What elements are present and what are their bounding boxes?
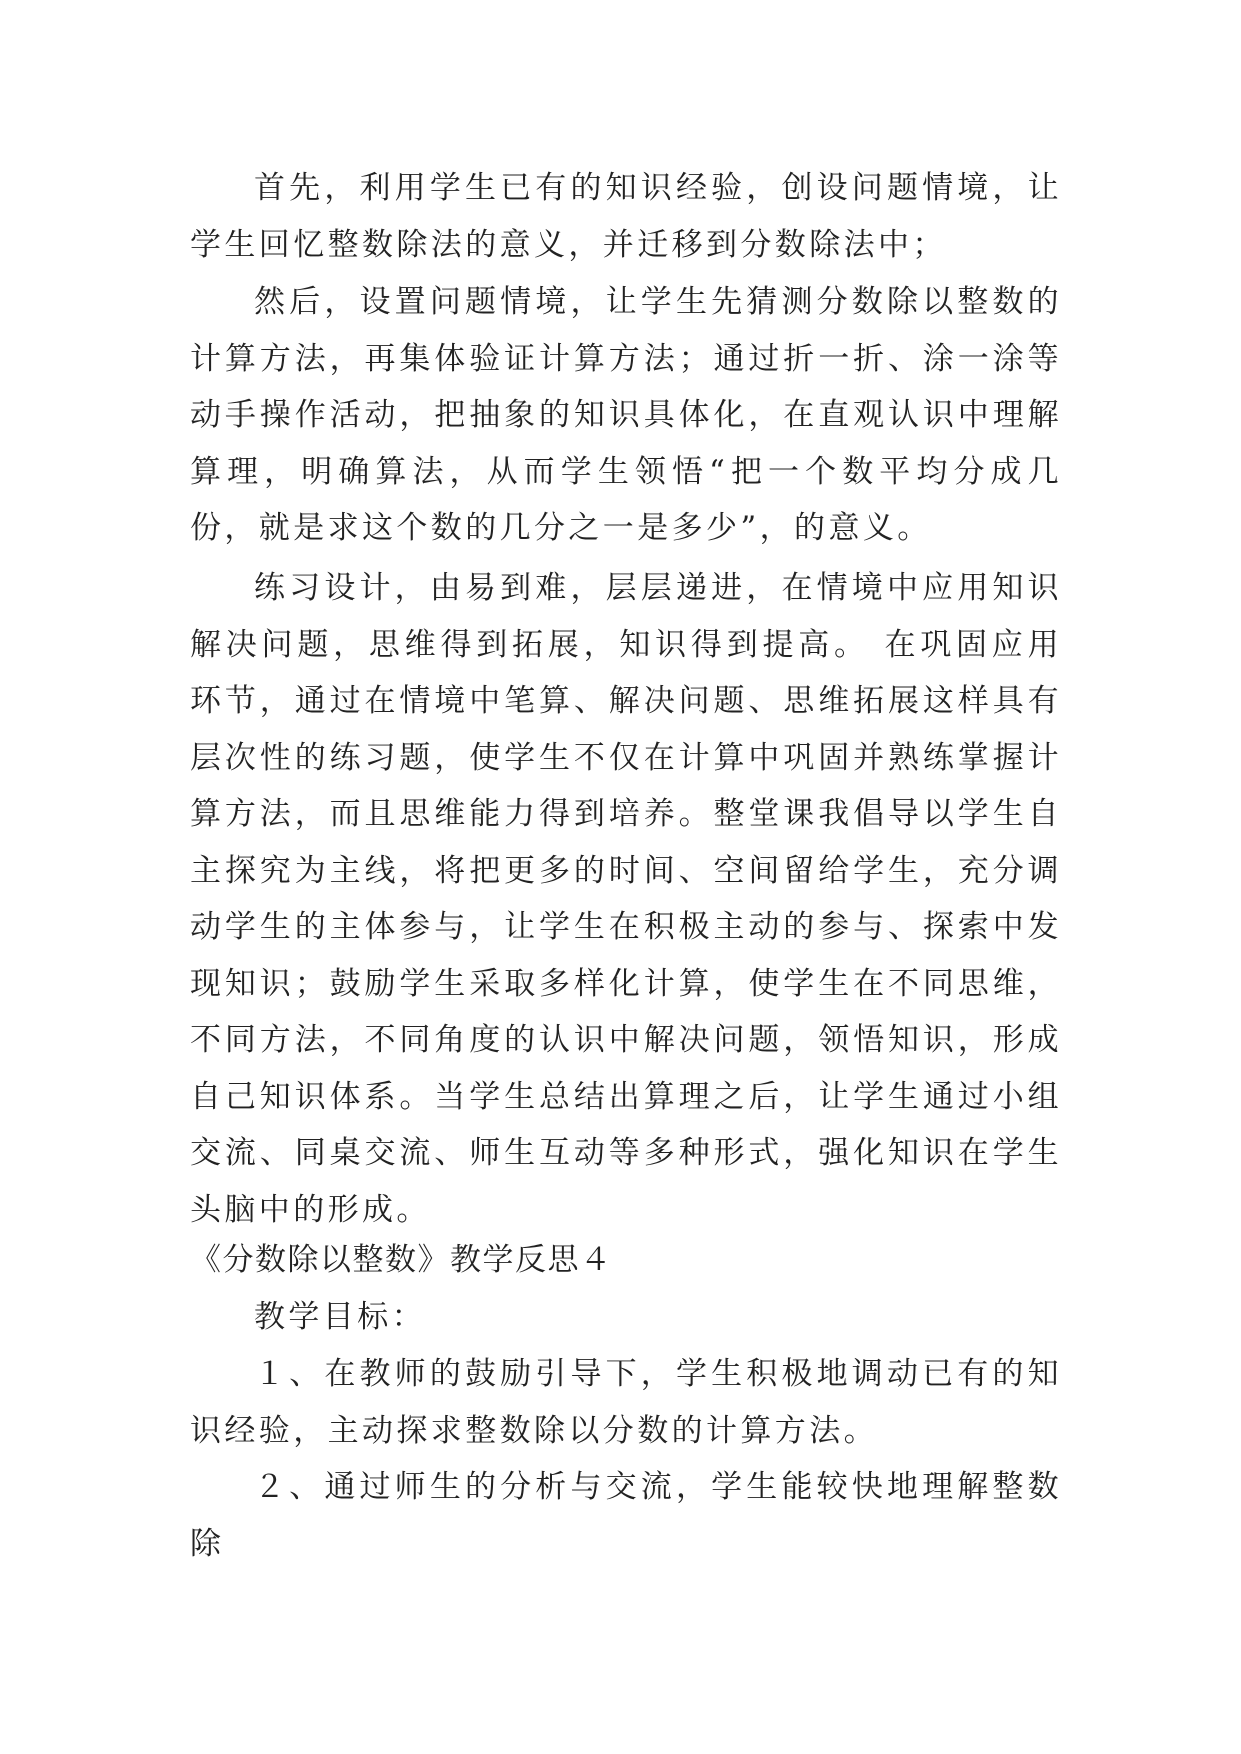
paragraph-practice: 练习设计，由易到难，层层递进，在情境中应用知识解决问题，思维得到拓展，知识得到提高。 在巩固应用环节，通过在情境中笔算、解决问题、思维拓展这样具有层次性的练习题，使学生不仅在计算中巩固并熟练掌握计算方法，而且思维能力得到培养。整堂课我倡导以学生自主探究为主线，将把更多的时间、空间留给学生，充分调动学生的主体参与，让学生在积极主动的参与、探索中发现知识；鼓励学生采取多样化计算，使学生在不同思维，不同方法，不同角度的认识中解决问题，领悟知识，形成自己知识体系。当学生总结出算理之后，让学生通过小组交流、同桌交流、师生互动等多种形式，强化知识在学生头脑中的形成。 <box>190 570 1062 1228</box>
objectives-label: 教学目标： <box>254 1299 426 1335</box>
objective-item-1: １、在教师的鼓励引导下，学生积极地调动已有的知识经验，主动探求整数除以分数的计算方法。 <box>190 1356 1062 1449</box>
paragraph-intro: 首先，利用学生已有的知识经验，创设问题情境，让学生回忆整数除法的意义，并迁移到分数除法中； <box>190 170 1062 263</box>
objective-item-2: ２、通过师生的分析与交流，学生能较快地理解整数除 <box>190 1469 1062 1562</box>
paragraph-method: 然后，设置问题情境，让学生先猜测分数除以整数的计算方法，再集体验证计算方法；通过折一折、涂一涂等动手操作活动，把抽象的知识具体化，在直观认识中理解算理，明确算法，从而学生领悟“把一个数平均分成几份，就是求这个数的几分之一是多少”，的意义。 <box>190 284 1062 546</box>
section-title: 《分数除以整数》教学反思４ <box>190 1242 613 1278</box>
